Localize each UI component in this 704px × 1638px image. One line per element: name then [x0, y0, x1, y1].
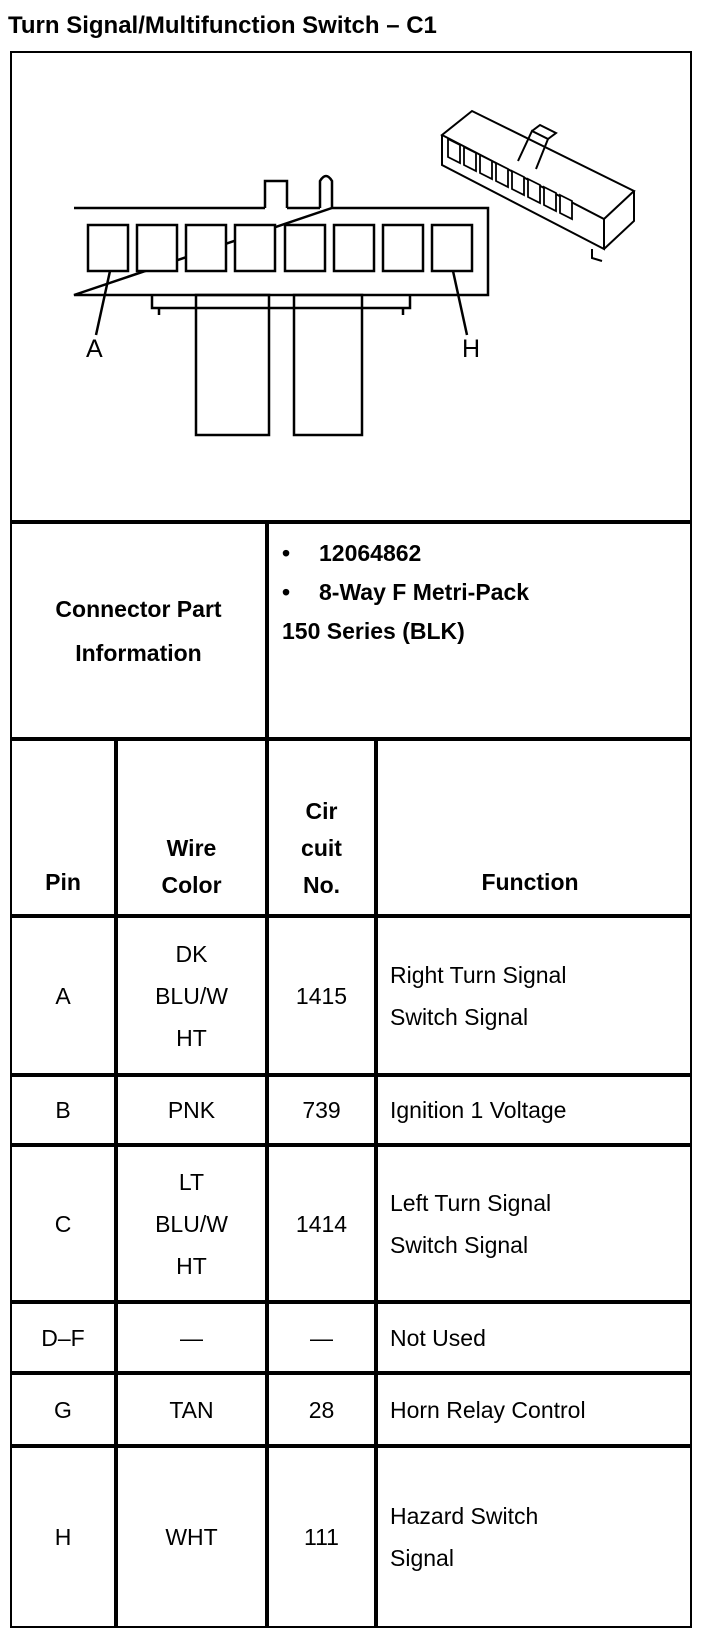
row-h-function: Hazard Switch Signal [390, 1503, 539, 1571]
row-a-circuit: 1415 [295, 982, 348, 1009]
row-g-circuit: 28 [308, 1396, 335, 1423]
row-b-wire: PNK [167, 1097, 216, 1123]
row-h-wire: WHT [165, 1524, 218, 1550]
row-c-function: Left Turn Signal Switch Signal [390, 1189, 552, 1258]
row-df-function: Not Used [390, 1324, 486, 1351]
connector-series: 150 Series (BLK) [282, 618, 465, 644]
row-c-pin: C [54, 1210, 72, 1237]
row-a-wire: DK BLU/W HT [155, 940, 228, 1051]
page-title: Turn Signal/Multifunction Switch – C1 [8, 12, 437, 39]
connector-type: 8-Way F Metri-Pack [319, 579, 530, 605]
row-df-circuit: — [310, 1324, 333, 1351]
header-pin: Pin [45, 869, 81, 895]
row-g-wire: TAN [169, 1396, 214, 1423]
row-b-circuit: 739 [302, 1097, 341, 1123]
header-function: Function [481, 869, 579, 895]
part-number: 12064862 [319, 540, 422, 566]
header-circuit: Cir cuit No. [301, 798, 342, 898]
row-df-wire: — [180, 1324, 203, 1351]
pin-label-a: A [86, 335, 103, 363]
row-b-function: Ignition 1 Voltage [390, 1097, 567, 1123]
connector-info-label: Connector Part Information [55, 595, 222, 666]
connector-info-values: • 12064862 • 8-Way F Metri-Pack 150 Series (BLK) [282, 540, 530, 644]
row-a-function: Right Turn Signal Switch Signal [390, 961, 567, 1030]
pin-label-h: H [462, 335, 481, 363]
row-h-pin: H [54, 1524, 72, 1550]
row-df-pin: D–F [41, 1324, 85, 1351]
row-a-pin: A [55, 982, 71, 1009]
connector-face-drawing [74, 176, 488, 435]
header-wire-color: Wire Color [161, 835, 222, 898]
row-c-circuit: 1414 [295, 1210, 348, 1237]
connector-cavities [88, 225, 472, 271]
row-g-function: Horn Relay Control [390, 1396, 586, 1423]
connector-diagram [12, 53, 690, 523]
row-c-wire: LT BLU/W HT [155, 1168, 228, 1279]
row-b-pin: B [55, 1097, 71, 1123]
row-h-circuit: 111 [304, 1524, 339, 1550]
row-g-pin: G [54, 1396, 72, 1423]
